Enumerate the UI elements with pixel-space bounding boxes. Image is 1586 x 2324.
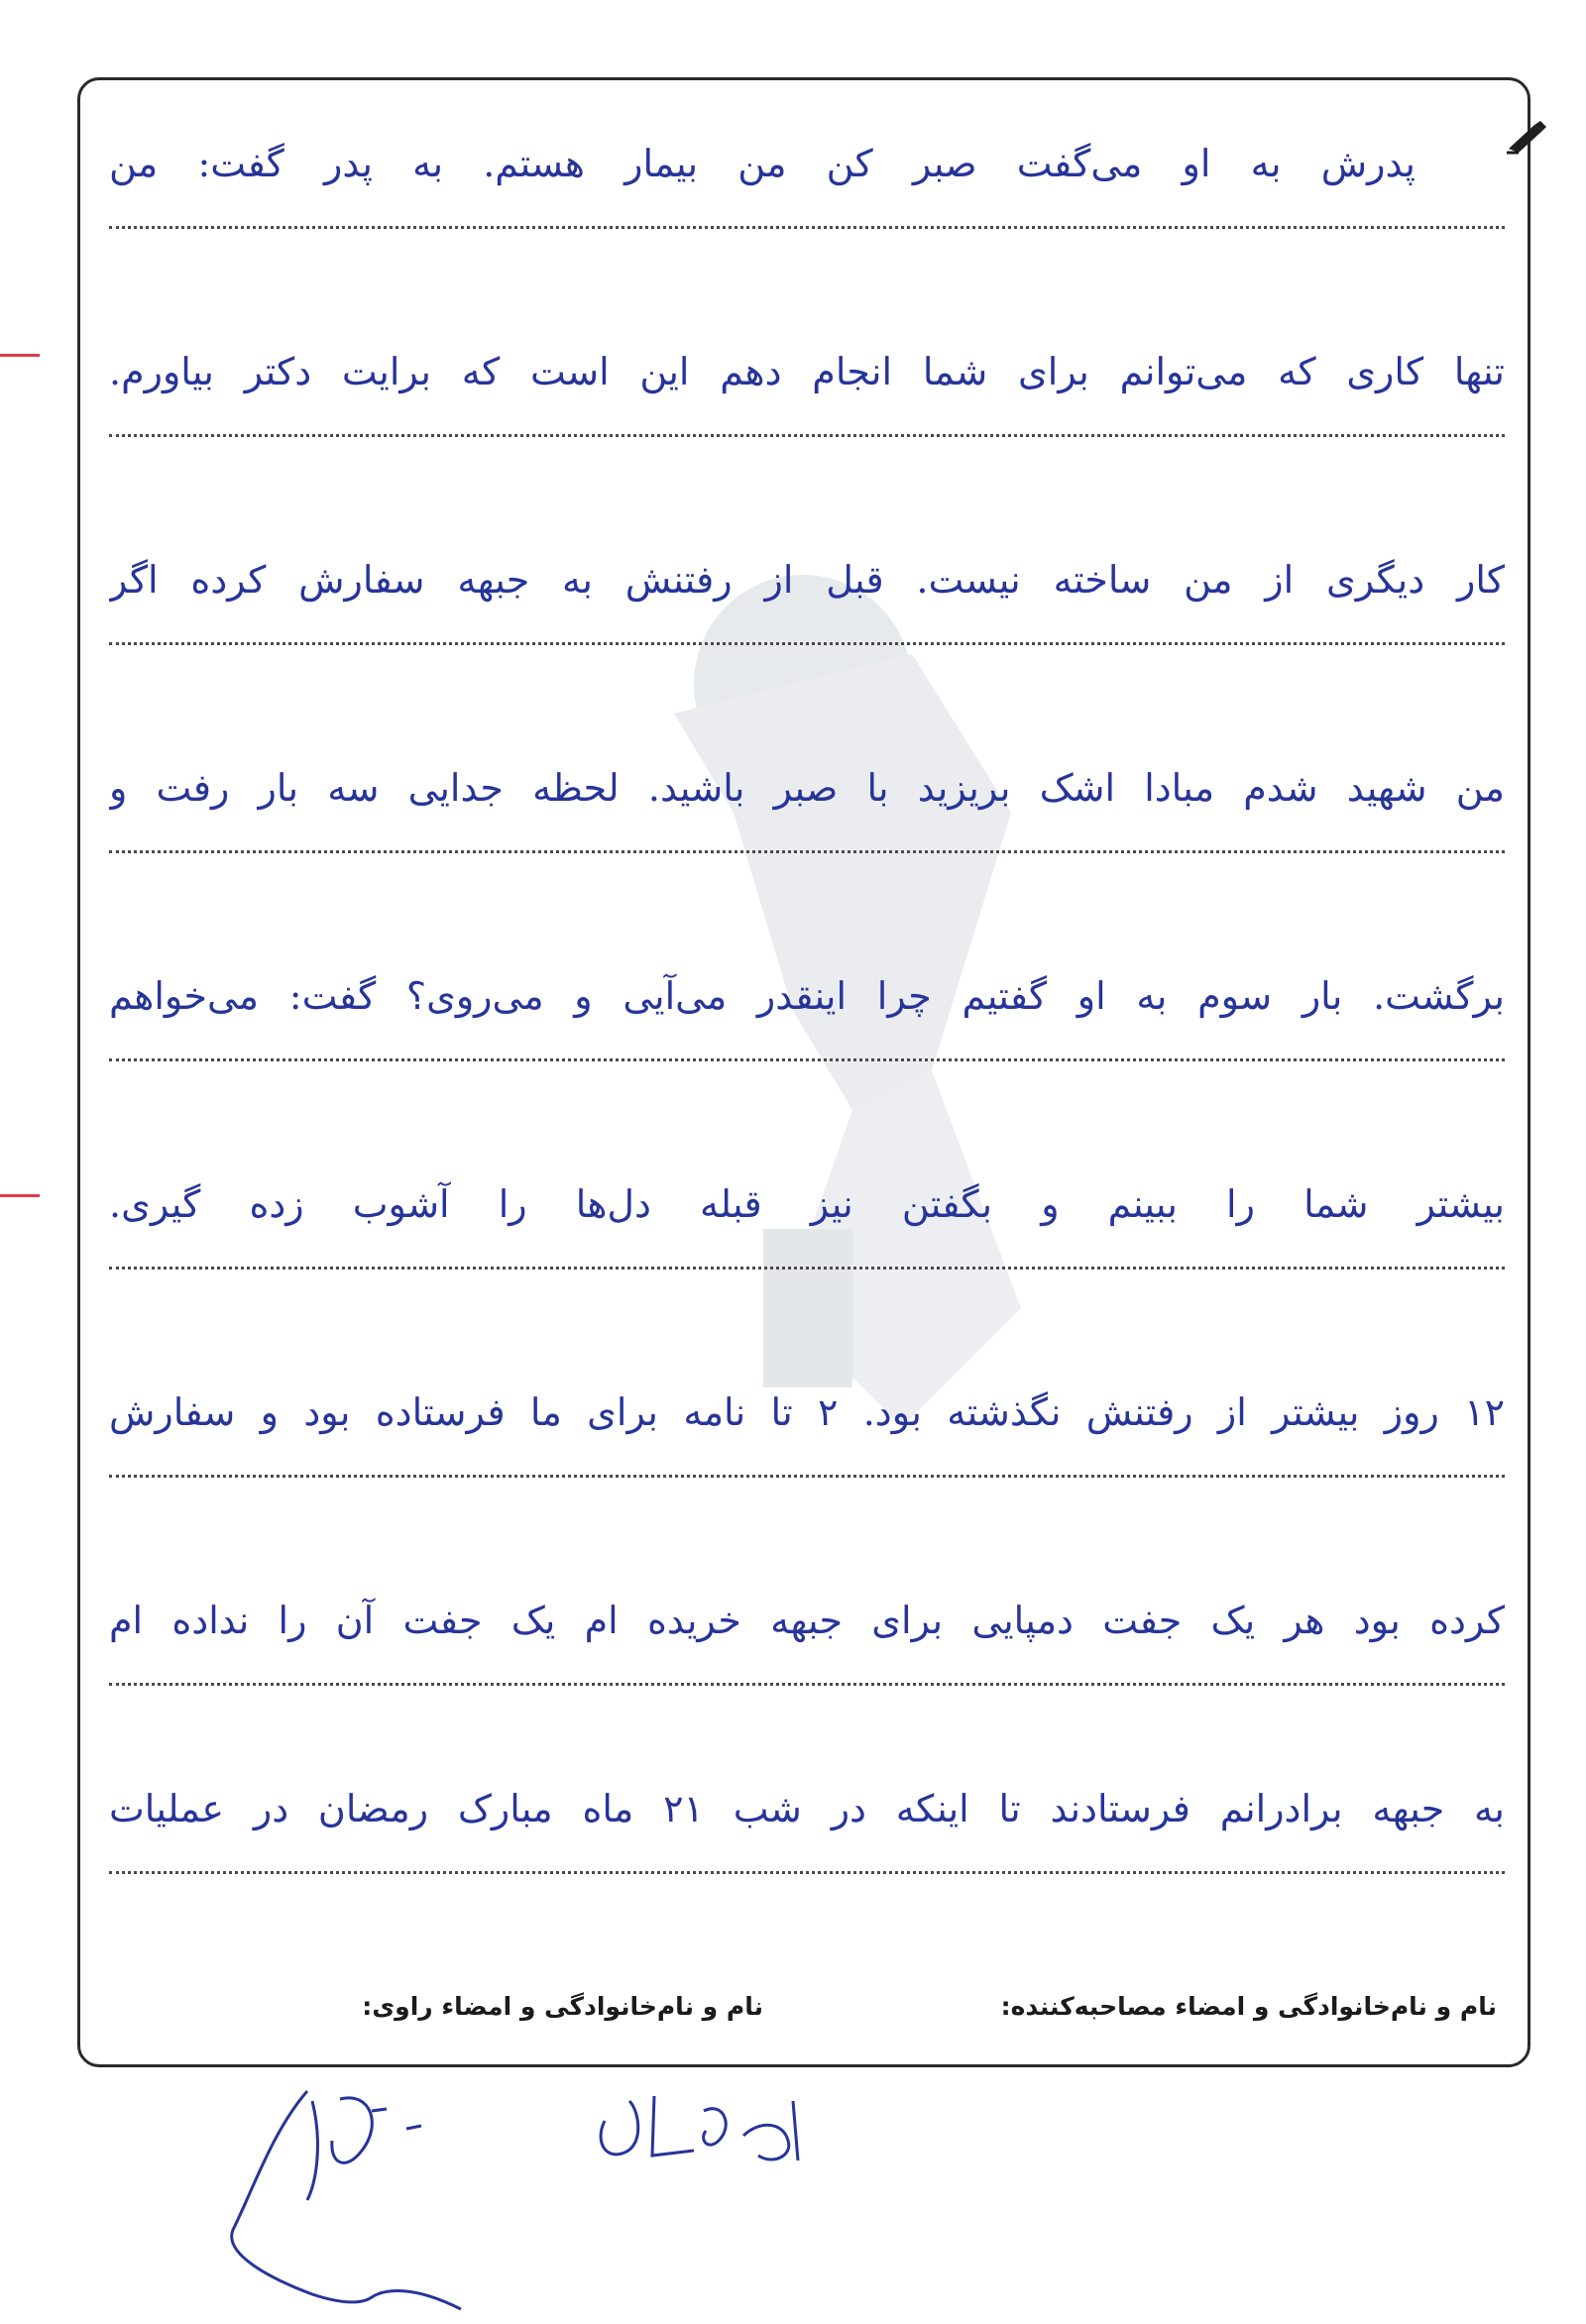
handwritten-line: [109, 1358, 1505, 1506]
handwritten-line: [109, 525, 1505, 674]
interviewer-signature: [585, 2081, 843, 2190]
handwritten-line: [109, 1150, 1505, 1298]
line-text: ۱۲ روز بیشتر از رفتنش نگذشته بود. ۲ تا نامه برای ما فرستاده بود و سفارش: [109, 1390, 1505, 1434]
dotted-rule: [109, 642, 1505, 645]
margin-mark: [0, 1194, 40, 1197]
dotted-rule: [109, 850, 1505, 853]
dotted-rule: [109, 1683, 1505, 1686]
line-text: پدرش به او می‌گفت صبر کن من بیمار هستم. به پدر گفت: من: [109, 142, 1416, 185]
handwritten-line: [109, 317, 1505, 466]
handwritten-line: [109, 941, 1505, 1090]
dotted-rule: [109, 434, 1505, 437]
line-text: به جبهه برادرانم فرستادند تا اینکه در شب ۲۱ ماه مبارک رمضان در عملیات: [109, 1787, 1505, 1830]
handwritten-line: [109, 1566, 1505, 1715]
dotted-rule: [109, 1871, 1505, 1874]
line-text: کرده بود هر یک جفت دمپایی برای جبهه خریده ام یک جفت آن را نداده ام: [109, 1599, 1505, 1642]
narrator-signature-label: نام و نام‌خانوادگی و امضاء راوی:: [362, 1992, 763, 2021]
line-text: بیشتر شما را ببینم و بگفتن نیز قبله دل‌ها را آشوب زده گیری.: [109, 1182, 1505, 1226]
form-footer: [109, 1992, 1497, 2042]
line-text: تنها کاری که می‌توانم برای شما انجام دهم این است که برایت دکتر بیاورم.: [109, 350, 1505, 393]
line-text: من شهید شدم مبادا اشک بریزید با صبر باشید. لحظه جدایی سه بار رفت و: [109, 766, 1505, 810]
pencil-icon: [1505, 119, 1548, 155]
handwritten-line: [109, 1754, 1505, 1903]
interviewer-signature-label: نام و نام‌خانوادگی و امضاء مصاحبه‌کننده:: [1000, 1992, 1497, 2021]
margin-mark: [0, 354, 40, 357]
line-text: کار دیگری از من ساخته نیست. قبل از رفتنش به جبهه سفارش کرده اگر: [109, 558, 1505, 602]
handwritten-line: [109, 109, 1505, 258]
line-text: برگشت. بار سوم به او گفتیم چرا اینقدر می‌آیی و می‌روی؟ گفت: می‌خواهم: [109, 974, 1505, 1018]
dotted-rule: [109, 1058, 1505, 1061]
narrator-signature: [213, 2081, 481, 2324]
handwritten-line: [109, 733, 1505, 882]
dotted-rule: [109, 226, 1505, 229]
dotted-rule: [109, 1475, 1505, 1478]
dotted-rule: [109, 1267, 1505, 1270]
